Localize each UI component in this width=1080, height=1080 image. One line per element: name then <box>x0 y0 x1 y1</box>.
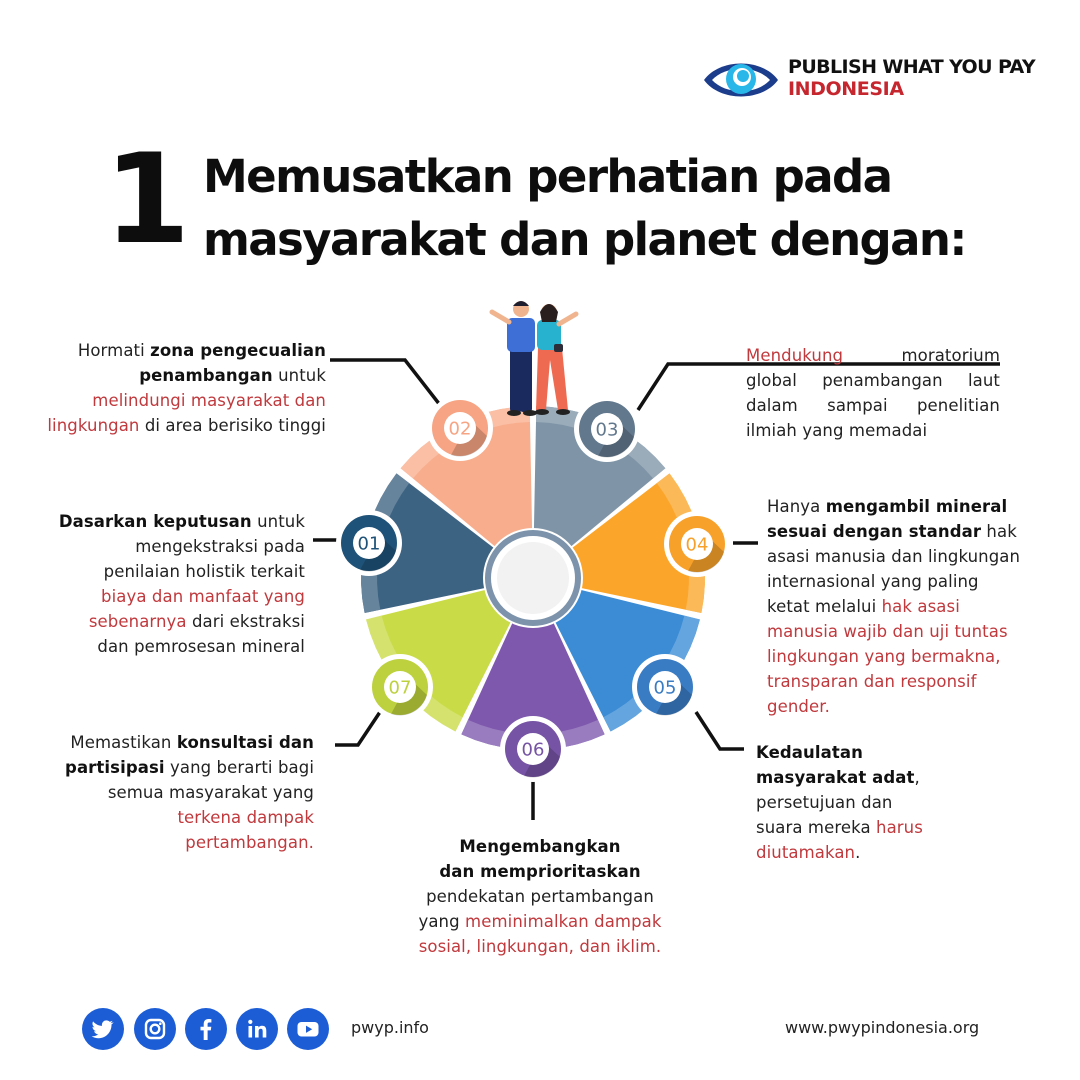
item-02-red-text: melindungi masyarakat dan <box>92 391 326 410</box>
website-short-link[interactable]: pwyp.info <box>351 1018 429 1037</box>
item-04-text-line: internasional yang paling <box>767 572 979 591</box>
item-07-text-span: yang berarti bagi <box>164 758 314 777</box>
item-04-text-line: asasi manusia dan lingkungan <box>767 547 1021 566</box>
badge-number: 07 <box>388 677 412 699</box>
item-01-text-span: untuk <box>251 512 305 531</box>
woman-arm <box>559 314 576 324</box>
woman-shoe <box>535 409 549 415</box>
item-02-highlight: zona pengecualian <box>150 341 326 360</box>
center-hub <box>497 542 569 614</box>
item-01-highlight: Dasarkan keputusan <box>58 512 252 531</box>
item-06-highlight: dan memprioritaskan <box>439 862 641 881</box>
badge-05 <box>632 654 698 720</box>
badge-04 <box>664 511 730 577</box>
youtube-icon[interactable] <box>287 1008 329 1050</box>
item-07-text-span: Memastikan <box>70 733 177 752</box>
man-hair <box>513 301 529 306</box>
man-arm <box>492 312 509 322</box>
connector-line <box>696 712 744 749</box>
item-04-text-span: Hanya <box>767 497 826 516</box>
item-01-text-line: mengekstraksi pada <box>135 537 305 556</box>
facebook-icon[interactable] <box>185 1008 227 1050</box>
item-01-red-text: sebenarnya <box>88 612 187 631</box>
item-03-text-span: penelitian <box>916 396 1000 415</box>
item-06-text-span: yang <box>418 912 466 931</box>
brand-name: PUBLISH WHAT YOU PAY <box>788 56 1035 78</box>
brand-country: INDONESIA <box>788 78 904 100</box>
item-03-text <box>746 343 1000 443</box>
badge-number: 05 <box>653 677 677 699</box>
item-06-text-line: pendekatan pertambangan <box>426 887 654 906</box>
item-05-text-line: persetujuan dan <box>756 793 893 812</box>
item-01-text-line: penilaian holistik terkait <box>103 562 305 581</box>
item-03-text-span: sampai <box>827 396 888 415</box>
item-03-text-span: laut <box>967 371 1000 390</box>
item-05-text-span: . <box>855 843 861 862</box>
badge-06 <box>500 716 566 782</box>
item-07-highlight: konsultasi dan <box>176 733 314 752</box>
badge-number: 03 <box>595 419 619 441</box>
item-04-red-text: transparan dan responsif <box>767 672 977 691</box>
item-07-text-line: semua masyarakat yang <box>107 783 314 802</box>
item-04-red-text: lingkungan yang bermakna, <box>767 647 1001 666</box>
item-03-text-span: penambangan <box>822 371 943 390</box>
item-05-text-span: , <box>914 768 920 787</box>
item-06-red-text: sosial, lingkungan, dan iklim. <box>418 937 662 956</box>
item-06-text <box>380 834 700 959</box>
item-03-text-span: moratorium <box>901 346 1000 365</box>
woman-shoe <box>556 409 570 415</box>
item-04-text-span: hak <box>981 522 1017 541</box>
people-illustration <box>492 301 576 416</box>
item-04-red-text: manusia wajib dan uji tuntas <box>767 622 1008 641</box>
item-07-text <box>30 730 314 855</box>
section-number: 1 <box>104 128 191 272</box>
man-shoe <box>507 410 521 416</box>
item-02-highlight: penambangan <box>139 366 273 385</box>
item-04-highlight: sesuai dengan standar <box>767 522 982 541</box>
item-02-text-span: untuk <box>272 366 326 385</box>
linkedin-icon[interactable] <box>236 1008 278 1050</box>
item-05-highlight: masyarakat adat <box>756 768 915 787</box>
item-05-text-span: suara mereka <box>756 818 877 837</box>
badge-07 <box>367 654 433 720</box>
item-05-highlight: Kedaulatan <box>756 743 863 762</box>
item-04-red-text: hak asasi <box>881 597 960 616</box>
item-02-text-span: di area berisiko tinggi <box>139 416 326 435</box>
item-01-text-span: dari ekstraksi <box>186 612 305 631</box>
badge-number: 06 <box>521 739 545 761</box>
woman-hair <box>540 304 558 322</box>
item-03-red-text: Mendukung <box>746 346 844 365</box>
item-05-text <box>756 740 1016 865</box>
item-07-red-text: pertambangan. <box>185 833 314 852</box>
badge-number: 04 <box>685 534 709 556</box>
item-01-red-text: biaya dan manfaat yang <box>101 587 305 606</box>
title-line-1: Memusatkan perhatian pada <box>203 150 892 203</box>
item-06-highlight: Mengembangkan <box>459 837 621 856</box>
item-04-highlight: mengambil mineral <box>825 497 1008 516</box>
item-04-text <box>767 494 1067 719</box>
twitter-icon[interactable] <box>82 1008 124 1050</box>
badge-01 <box>336 510 402 576</box>
badge-number: 02 <box>448 418 472 440</box>
connector-line <box>330 360 440 405</box>
item-04-text-span: ketat melalui <box>767 597 882 616</box>
item-01-text-line: dan pemrosesan mineral <box>97 637 305 656</box>
badge-number: 01 <box>357 533 381 555</box>
item-03-text-span: global <box>746 371 797 390</box>
item-03-text-span: dalam <box>746 396 798 415</box>
connector-line <box>335 712 380 745</box>
item-04-red-text: gender. <box>767 697 830 716</box>
instagram-icon[interactable] <box>134 1008 176 1050</box>
woman-pants <box>536 348 568 410</box>
website-full-link[interactable]: www.pwypindonesia.org <box>785 1018 980 1037</box>
man-leg-right <box>520 348 532 412</box>
man-shoe <box>523 410 537 416</box>
item-02-text <box>10 338 326 438</box>
item-02-text-span: Hormati <box>77 341 151 360</box>
badge-03 <box>574 396 640 462</box>
item-06-red-text: meminimalkan dampak <box>465 912 662 931</box>
item-07-highlight: partisipasi <box>65 758 165 777</box>
badge-02 <box>427 395 493 461</box>
title-line-2: masyarakat dan planet dengan: <box>203 213 966 266</box>
item-03-text-line: ilmiah yang memadai <box>746 421 928 440</box>
item-02-red-text: lingkungan <box>47 416 140 435</box>
woman-bag <box>554 344 563 352</box>
item-07-red-text: terkena dampak <box>177 808 314 827</box>
item-05-red-text: diutamakan <box>756 843 856 862</box>
item-05-red-text: harus <box>876 818 923 837</box>
item-01-text <box>30 509 305 659</box>
